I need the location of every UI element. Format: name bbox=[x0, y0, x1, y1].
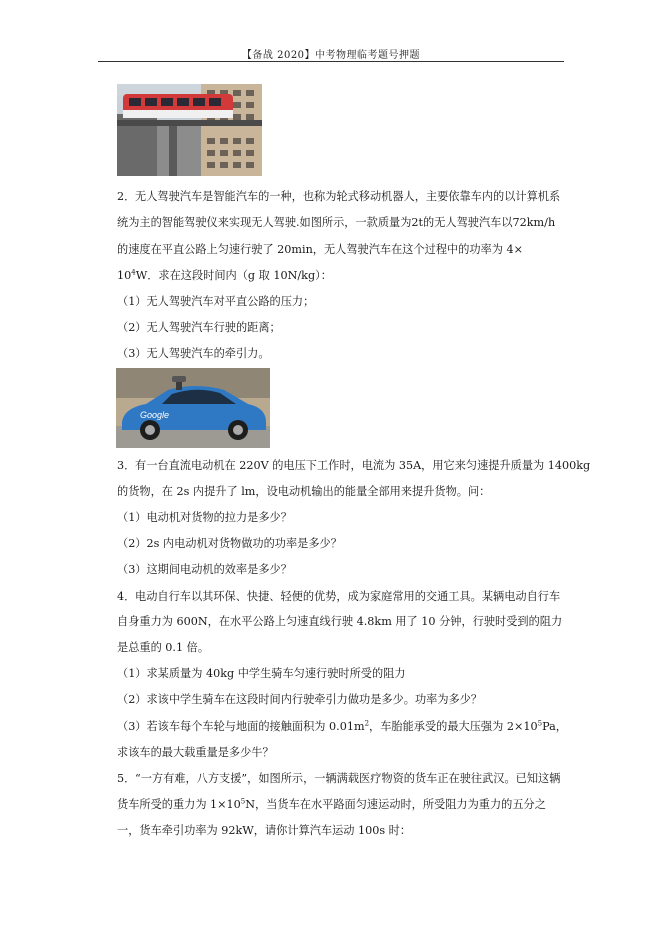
q3-line-1: 3．有一台直流电动机在 220V 的电压下工作时，电流为 35A，用它来匀速提升质量为 1400kg bbox=[117, 459, 591, 472]
q4-sub-2: （2）求该中学生骑车在这段时间内行驶牵引力做功是多少。功率为多少？ bbox=[117, 693, 483, 706]
q2-power-exponent: 4 bbox=[131, 268, 136, 277]
q4-line-2: 自身重力为 600N，在水平公路上匀速直线行驶 4.8km 用了 10 分钟，行驶时受到的阻力 bbox=[117, 615, 563, 628]
car-logo-text: Google bbox=[140, 410, 170, 420]
q4-sub-3: （3）若该车每个车轮与地面的接触面积为 $0.01m^2$，车胎能承受的最大压强为 $2\times 10^5Pa$， bbox=[117, 719, 567, 733]
q4-sub-3-line-2: 求该车的最大载重量是多少牛？ bbox=[117, 746, 274, 759]
q3-sub-3: （3）这期间电动机的效率是多少？ bbox=[117, 563, 292, 576]
q3-line-2: 的货物，在 2s 内提升了 lm，设电动机输出的能量全部用来提升货物。问： bbox=[117, 485, 491, 498]
q4-line-1: 4．电动自行车以其环保、快捷、轻便的优势，成为家庭常用的交通工具。某辆电动自行车 bbox=[117, 590, 561, 603]
q2-line-1: 2．无人驾驶汽车是智能汽车的一种，也称为轮式移动机器人，主要依靠车内的以计算机系 bbox=[117, 190, 561, 203]
q4-sub-1: （1）求某质量为 40kg 中学生骑车匀速行驶时所受的阻力 bbox=[117, 667, 406, 680]
q4-number: 4． bbox=[117, 590, 136, 603]
q2-line-2: 统为主的智能驾驶仪来实现无人驾驶.如图所示，一款质量为2t的无人驾驶汽车以72km/h bbox=[117, 216, 556, 229]
header-rule bbox=[98, 61, 564, 62]
q5-line-1: 5．“一方有难，八方支援”，如图所示，一辆满载医疗物资的货车正在驶往武汉。已知这辆 bbox=[117, 772, 561, 785]
q4-line-3: 是总重的 0.1 倍。 bbox=[117, 641, 210, 654]
q2-line-3: 的速度在平直公路上匀速行驶了 20min，无人驾驶汽车在这个过程中的功率为 4× bbox=[117, 243, 524, 256]
q2-line-4: $10^4W$．求在这段时间内（g 取 10N/kg）： bbox=[117, 268, 332, 282]
monorail-photo bbox=[117, 84, 262, 176]
q5-number: 5． bbox=[117, 772, 136, 785]
autonomous-car-photo bbox=[116, 368, 270, 448]
q5-line-2: 货车所受的重力为 $1\times 10^5N$，当货车在水平路面匀速运动时，所受阻力为重力的五分之 bbox=[117, 797, 546, 811]
q3-number: 3． bbox=[117, 459, 136, 472]
page-header: 【备战 2020】中考物理临考题号押题 bbox=[241, 50, 421, 61]
q3-sub-2: （2）2s 内电动机对货物做功的功率是多少？ bbox=[117, 537, 342, 550]
q5-line-3: 一，货车牵引功率为 92kW，请你计算汽车运动 100s 时： bbox=[117, 824, 412, 837]
q2-sub-1: （1）无人驾驶汽车对平直公路的压力； bbox=[117, 295, 315, 308]
q2-sub-2: （2）无人驾驶汽车行驶的距离； bbox=[117, 321, 281, 334]
q2-sub-3: （3）无人驾驶汽车的牵引力。 bbox=[117, 347, 270, 360]
q3-sub-1: （1）电动机对货物的拉力是多少？ bbox=[117, 511, 292, 524]
q2-number: 2． bbox=[117, 190, 136, 203]
